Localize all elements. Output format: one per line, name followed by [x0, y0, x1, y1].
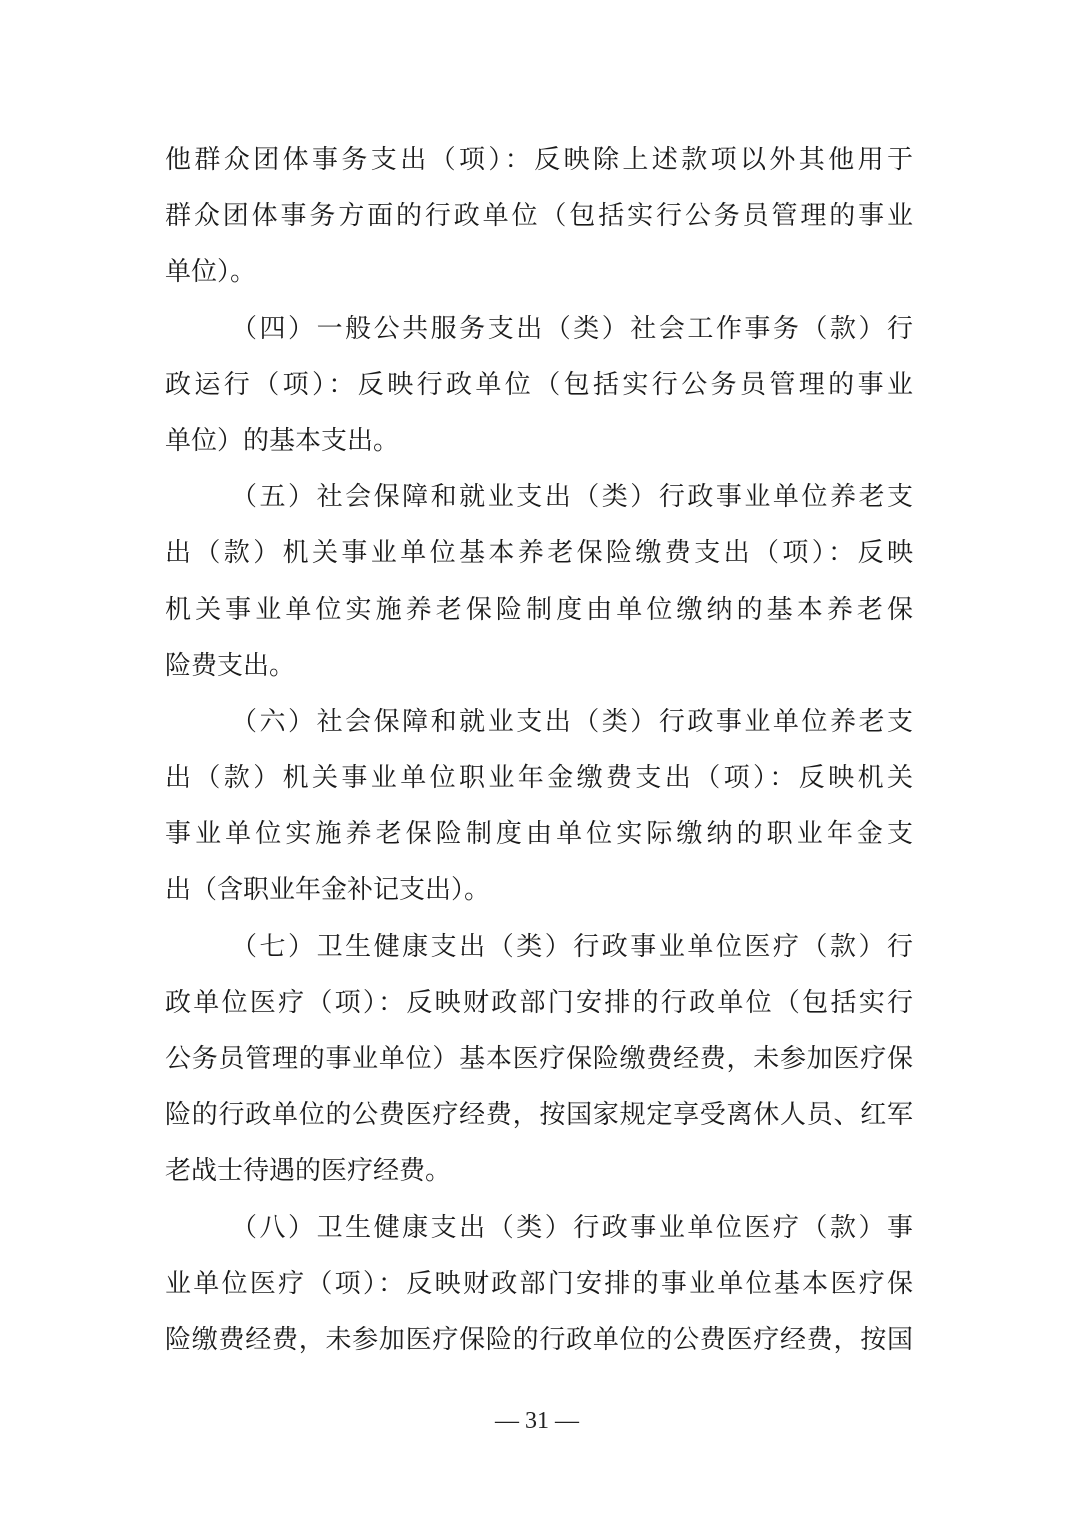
text-line: 出（款）机关事业单位基本养老保险缴费支出（项）：反映 [165, 538, 913, 569]
paragraph [165, 701, 913, 926]
text-line: 出（含职业年金补记支出）。 [165, 875, 491, 906]
text-line: 单位）。 [165, 257, 257, 288]
paragraph [165, 308, 913, 477]
text-line: 他群众团体事务支出（项）：反映除上述款项以外其他用于 [165, 145, 913, 175]
text-line: 单位）的基本支出。 [165, 425, 400, 456]
text-line: 险缴费经费，未参加医疗保险的行政单位的公费医疗经费，按国 [165, 1324, 913, 1355]
page-number: — 31 — [495, 1408, 579, 1434]
text-line: 政运行（项）：反映行政单位（包括实行公务员管理的事业 [165, 369, 913, 400]
text-line: 老战士待遇的医疗经费。 [165, 1156, 452, 1187]
text-line: 出（款）机关事业单位职业年金缴费支出（项）：反映机关 [165, 763, 913, 794]
text-line: 业单位医疗（项）：反映财政部门安排的事业单位基本医疗保 [165, 1268, 913, 1299]
paragraph [165, 926, 913, 1207]
text-line: （八）卫生健康支出（类）行政事业单位医疗（款）事 [231, 1212, 913, 1243]
paragraph [165, 476, 913, 701]
text-line: 机关事业单位实施养老保险制度由单位缴纳的基本养老保 [165, 594, 913, 625]
paragraph [165, 1207, 913, 1376]
text-line: 政单位医疗（项）：反映财政部门安排的行政单位（包括实行 [165, 987, 913, 1018]
document-body [165, 139, 913, 1375]
text-line: 险的行政单位的公费医疗经费，按国家规定享受离休人员、红军 [165, 1100, 913, 1131]
text-line: 事业单位实施养老保险制度由单位实际缴纳的职业年金支 [165, 819, 913, 850]
text-line: 群众团体事务方面的行政单位（包括实行公务员管理的事业 [165, 201, 913, 232]
text-line: 险费支出。 [165, 650, 296, 681]
text-line: （五）社会保障和就业支出（类）行政事业单位养老支 [231, 482, 913, 513]
text-line: （四）一般公共服务支出（类）社会工作事务（款）行 [231, 313, 913, 344]
text-line: （六）社会保障和就业支出（类）行政事业单位养老支 [231, 706, 913, 737]
text-line: （七）卫生健康支出（类）行政事业单位医疗（款）行 [231, 931, 913, 962]
text-line: 公务员管理的事业单位）基本医疗保险缴费经费，未参加医疗保 [165, 1044, 913, 1074]
paragraph [165, 139, 913, 308]
